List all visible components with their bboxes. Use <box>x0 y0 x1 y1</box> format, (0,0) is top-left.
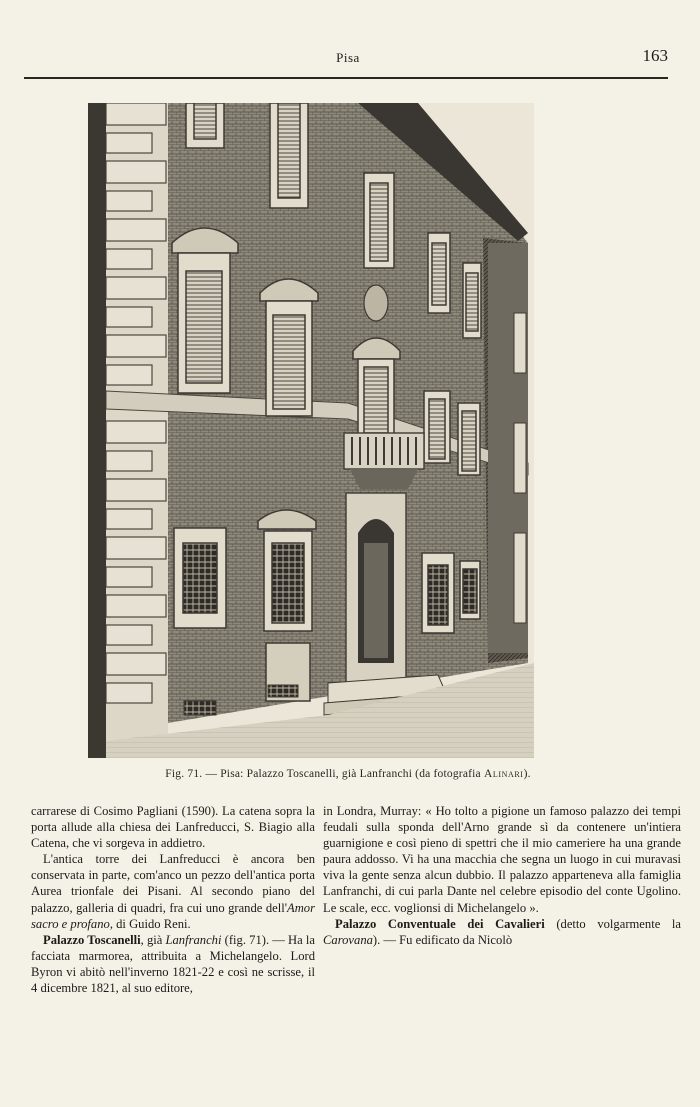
left-column <box>31 803 315 996</box>
right-column <box>323 803 681 948</box>
paragraph-text: (fig. 71). — Ha la facciata marmorea, attribuita a Michelangelo. Lord Byron vi abitò nell'inverno 1821-22 e così ne scrisse, il 4 dicembre 1821, al suo editore, <box>31 932 315 996</box>
paragraph-text: L'antica torre dei Lanfreducci è ancora ben conservata in parte, com'anco un pezzo dell'antica porta Aurea trionfale dei Pisani. Al secondo piano del palazzo, galleria di quadri, fra cui uno grande dell' <box>31 852 315 915</box>
page-header <box>28 44 668 74</box>
caption-text: Fig. 71. — Pisa: Palazzo Toscanelli, già Lanfranchi (da fotografia <box>165 768 481 780</box>
former-name: Lanfranchi <box>165 932 222 947</box>
paragraph-text: , di Guido Reni. <box>109 916 191 931</box>
paragraph-text: ). — Fu edificato da Nicolò <box>372 932 513 947</box>
page-number: 163 <box>642 46 668 65</box>
caption-suffix: ). <box>523 768 531 780</box>
paragraph: in Londra, Murray: « Ho tolto a pigione un famoso palazzo dei tempi feudali sulla sponda dell'Arno grande sì da contenere un'intiera guarnigione e così pieno di spettri che il mio cameriere ha una grande paura addosso. Vi ha una macchia che segna un luogo in cui muravasi viva la gente senza alcun dubbio. Il palazzo apparteneva alla famiglia Lanfranchi, di cui parla Dante nel celebre episodio del conte Ugolino. Le scale, ecc. voglionsi di Michelangelo ». <box>323 804 681 915</box>
caption-credit: Alinari <box>483 768 524 780</box>
paragraph <box>31 851 315 931</box>
figure-engraving-palazzo-toscanelli <box>88 103 534 758</box>
paragraph-text: , già <box>140 932 166 947</box>
popular-name: Carovana <box>323 932 373 947</box>
running-head: Pisa <box>336 50 360 65</box>
entry-heading: Palazzo Conventuale dei Cavalieri <box>335 916 545 931</box>
entry-heading: Palazzo Toscanelli <box>43 932 141 947</box>
header-rule <box>24 77 668 79</box>
paragraph <box>31 932 315 996</box>
paragraph <box>323 916 681 948</box>
paragraph-text: (detto volgarmente la <box>544 916 681 931</box>
artwork-title: Amor sacro e profano <box>31 900 315 931</box>
figure-caption <box>28 768 668 780</box>
paragraph: carrarese di Cosimo Pagliani (1590). La catena sopra la porta allude alla chiesa dei Lanfreducci, S. Biagio alla Catena, che vi sorgeva in addietro. <box>31 804 315 851</box>
